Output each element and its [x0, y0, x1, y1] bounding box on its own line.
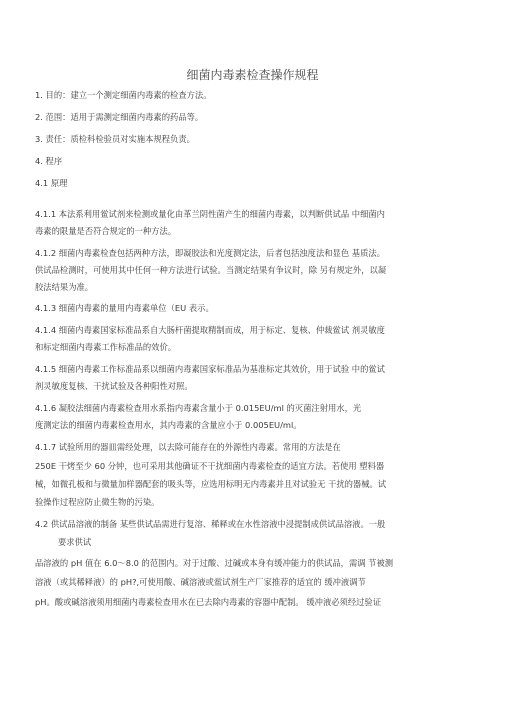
section-responsibility: 3. 责任：质检科检验员对实施本规程负责。 [35, 134, 195, 144]
paragraph-line: 械，如微孔板和与微量加样器配套的吸头等，应选用标明无内毒素并且对试验无 干扰的器械。试 [35, 479, 387, 489]
paragraph-line: 4.2 供试品溶液的制备 某些供试品需进行复溶、稀释或在水性溶液中浸提制成供试品溶液。一般 [35, 519, 386, 529]
section-procedure: 4. 程序 [35, 156, 63, 166]
paragraph-line: 品溶液的 pH 值在 6.0～8.0 的范围内。对于过酸、过碱或本身有缓冲能力的供试品，需调 节被测 [35, 558, 394, 568]
paragraph-line: 溶液（或其稀释液）的 pH?,可使用酸、碱溶液或鲎试剂生产厂家推荐的适宜的 缓冲液调节 [35, 577, 366, 587]
paragraph-line: 4.1.1 本法系利用鲎试剂来检测或量化由革兰阴性菌产生的细菌内毒素，以判断供试品 中细菌内 [35, 209, 385, 219]
paragraph-line: 毒素的限量是否符合规定的一种方法。 [35, 226, 177, 236]
paragraph-line: 度测定法的细菌内毒素检查用水，其内毒素的含量应小于 0.005EU/ml。 [35, 420, 302, 430]
paragraph-line: 4.1.7 试验所用的器皿需经处理，以去除可能存在的外源性内毒素。常用的方法是在 [35, 442, 341, 452]
section-scope: 2. 范围：适用于需测定细菌内毒素的药品等。 [35, 112, 204, 122]
paragraph-line: 4.1.4 细菌内毒素国家标准品系自大肠杆菌提取精制而成，用于标定、复核、仲裁鲎试 剂灵敏度 [35, 325, 385, 335]
paragraph-line: 要求供试 [58, 537, 92, 547]
paragraph-line: 和标定细菌内毒素工作标准品的效价。 [35, 342, 177, 352]
paragraph-line: 供试品检测时，可使用其中任何一种方法进行试验。当测定结果有争议时，除 另有规定外，以凝 [35, 265, 387, 275]
paragraph-line: 4.1.5 细菌内毒素工作标准品系以细菌内毒素国家标准品为基准标定其效价，用于试验 中的鲎试 [35, 364, 385, 374]
paragraph-line: 验操作过程应防止微生物的污染。 [35, 497, 160, 507]
section-purpose: 1. 目的：建立一个测定细菌内毒素的检查方法。 [35, 90, 212, 100]
paragraph-line: 4.1.3 细菌内毒素的量用内毒素单位（EU 表示。 [35, 303, 214, 313]
paragraph-line: 剂灵敏度复核、干扰试验及各种阳性对照。 [35, 381, 193, 391]
paragraph-line: 胶法结果为准。 [35, 282, 94, 292]
paragraph-line: 4.1.6 凝胶法细菌内毒素检查用水系指内毒素含量小于 0.015EU/ml 的灭菌注射用水，光 [35, 403, 362, 413]
document-title: 细菌内毒素检查操作规程 [186, 68, 319, 82]
paragraph-line: 250E 干烤至少 60 分钟，也可采用其他确证不干扰细菌内毒素检查的适宜方法。若使用 塑料器 [35, 461, 385, 471]
paragraph-line: pH。酸或碱溶液须用细菌内毒素检查用水在已去除内毒素的容器中配制。 缓冲液必须经过验证 [35, 597, 382, 607]
subsection-principle: 4.1 原理 [35, 178, 68, 188]
paragraph-line: 4.1.2 细菌内毒素检查包括两种方法，即凝胶法和光度测定法，后者包括浊度法和显色 基质法。 [35, 248, 385, 258]
